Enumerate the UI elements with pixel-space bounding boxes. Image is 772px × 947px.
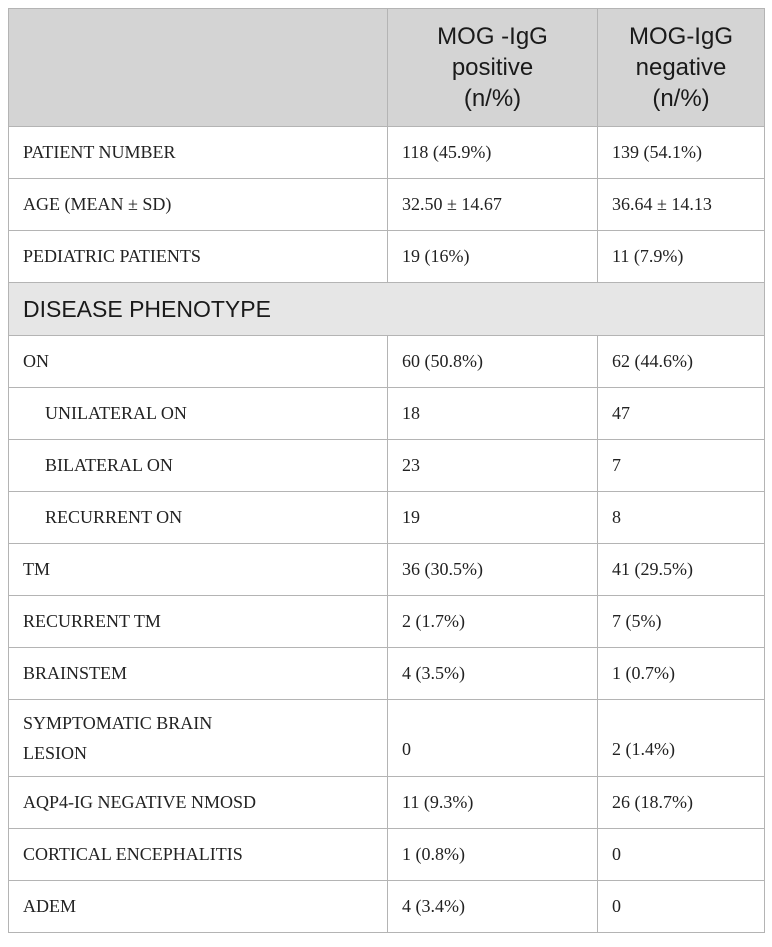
- row-negative-value: 0: [598, 881, 765, 933]
- row-positive-value: 4 (3.5%): [388, 648, 598, 700]
- row-label: CORTICAL ENCEPHALITIS: [9, 829, 388, 881]
- section-row-disease-phenotype: [9, 283, 765, 336]
- table-row-adem: [9, 881, 765, 933]
- table-row-cortical-encephalitis: [9, 829, 765, 881]
- table-row-unilateral-on: [9, 388, 765, 440]
- row-positive-value: 4 (3.4%): [388, 881, 598, 933]
- row-positive-value: 19 (16%): [388, 231, 598, 283]
- header-mog-positive-line1: MOG -IgG: [437, 23, 548, 50]
- data-table-container: [8, 8, 764, 933]
- row-negative-value: 2 (1.4%): [598, 700, 765, 777]
- row-negative-value: 0: [598, 829, 765, 881]
- table-row-tm: [9, 544, 765, 596]
- table-row-aqp4-negative-nmosd: [9, 777, 765, 829]
- row-negative-value: 36.64 ± 14.13: [598, 179, 765, 231]
- row-label: ADEM: [9, 881, 388, 933]
- row-negative-value: 7: [598, 440, 765, 492]
- row-positive-value: 0: [388, 700, 598, 777]
- row-positive-value: 2 (1.7%): [388, 596, 598, 648]
- row-negative-value: 47: [598, 388, 765, 440]
- row-positive-value: 32.50 ± 14.67: [388, 179, 598, 231]
- row-label: TM: [9, 544, 388, 596]
- row-negative-value: 11 (7.9%): [598, 231, 765, 283]
- row-label-line1: SYMPTOMATIC BRAIN: [23, 713, 213, 733]
- row-label: PATIENT NUMBER: [9, 127, 388, 179]
- row-positive-value: 118 (45.9%): [388, 127, 598, 179]
- row-negative-value: 26 (18.7%): [598, 777, 765, 829]
- row-negative-value: 1 (0.7%): [598, 648, 765, 700]
- table-row-recurrent-on: [9, 492, 765, 544]
- row-label: UNILATERAL ON: [9, 388, 388, 440]
- section-label: DISEASE PHENOTYPE: [9, 283, 765, 336]
- row-negative-value: 7 (5%): [598, 596, 765, 648]
- row-negative-value: 8: [598, 492, 765, 544]
- row-label: RECURRENT TM: [9, 596, 388, 648]
- row-positive-value: 60 (50.8%): [388, 336, 598, 388]
- header-row: [9, 9, 765, 127]
- header-mog-negative: [598, 9, 765, 127]
- row-label-line2: LESION: [23, 743, 87, 763]
- row-label: AGE (MEAN ± SD): [9, 179, 388, 231]
- row-negative-value: 62 (44.6%): [598, 336, 765, 388]
- row-label: [9, 700, 388, 777]
- table-row-pediatric: [9, 231, 765, 283]
- row-label: PEDIATRIC PATIENTS: [9, 231, 388, 283]
- header-mog-positive: [388, 9, 598, 127]
- row-label: BRAINSTEM: [9, 648, 388, 700]
- row-positive-value: 23: [388, 440, 598, 492]
- table-body: [9, 127, 765, 933]
- table-row-symptomatic-brain-lesion: [9, 700, 765, 777]
- row-positive-value: 18: [388, 388, 598, 440]
- row-positive-value: 36 (30.5%): [388, 544, 598, 596]
- table-row-patient-number: [9, 127, 765, 179]
- table-header: [9, 9, 765, 127]
- table-row-brainstem: [9, 648, 765, 700]
- row-negative-value: 139 (54.1%): [598, 127, 765, 179]
- header-empty-cell: [9, 9, 388, 127]
- header-mog-negative-line1: MOG-IgG: [628, 23, 733, 50]
- mog-igg-table: [8, 8, 765, 933]
- row-label: ON: [9, 336, 388, 388]
- header-mog-negative-line2: negative: [635, 54, 727, 81]
- table-row-age: [9, 179, 765, 231]
- header-mog-positive-line3: (n/%): [463, 85, 522, 112]
- row-positive-value: 11 (9.3%): [388, 777, 598, 829]
- header-mog-positive-line2: positive: [451, 54, 534, 81]
- row-label: RECURRENT ON: [9, 492, 388, 544]
- row-label: BILATERAL ON: [9, 440, 388, 492]
- row-positive-value: 1 (0.8%): [388, 829, 598, 881]
- row-label: AQP4-IG NEGATIVE NMOSD: [9, 777, 388, 829]
- header-mog-negative-line3: (n/%): [652, 85, 710, 112]
- row-negative-value: 41 (29.5%): [598, 544, 765, 596]
- table-row-bilateral-on: [9, 440, 765, 492]
- table-row-on: [9, 336, 765, 388]
- table-row-recurrent-tm: [9, 596, 765, 648]
- row-positive-value: 19: [388, 492, 598, 544]
